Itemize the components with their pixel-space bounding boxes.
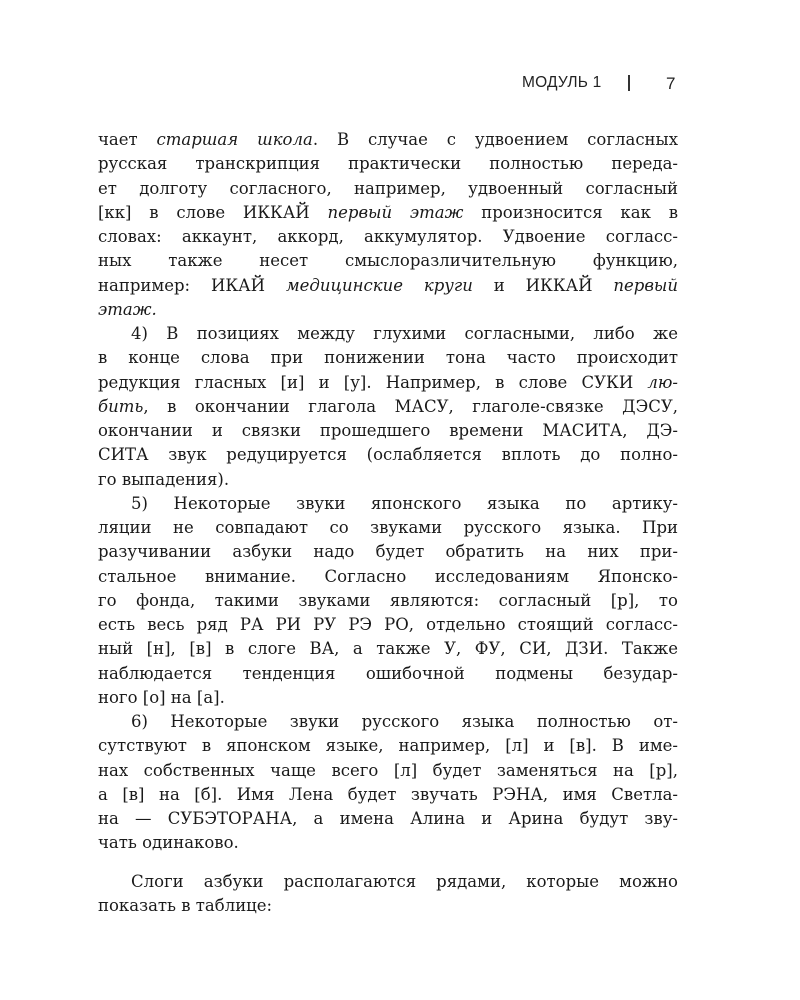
text-span: например: ИКАЙ [98,275,286,295]
text-line: есть весь ряд РА РИ РУ РЭ РО, отдельно стоящий согласс- [98,615,678,634]
text-line: показать в таблице: [98,895,273,915]
text-line: разучивании азбуки надо будет обратить на них при- [98,542,678,562]
text-line: стальное внимание. Согласно исследованиям Японско- [98,566,678,586]
text-line: словах: аккаунт, аккорд, аккумулятор. Удвоение согласс- [98,227,678,246]
italic-term: этаж. [98,299,157,319]
text-span: , в окончании глагола МАСУ, глаголе-связке ДЭСУ, [143,396,678,416]
text-line: ет долготу согласного, например, удвоенный согласный [98,178,678,198]
text-span: [кк] в слове ИККАЙ [98,202,328,222]
module-label: МОДУЛЬ 1 [522,74,602,91]
text-line [98,395,678,419]
text-span: и ИККАЙ [472,275,614,295]
text-line: сутствуют в японском языке, например, [л] и [в]. В име- [98,736,678,756]
running-header [522,74,682,96]
text-line [98,371,678,395]
paragraph-5-start: 5) Некоторые звуки японского языка по артику- [131,493,678,513]
text-line: нах собственных чаще всего [л] будет заменяться на [р], [98,760,678,780]
text-line: чать одинаково. [98,833,239,853]
text-line [98,128,678,152]
text-line: ляции не совпадают со звуками русского языка. При [98,518,678,537]
text-span: чает [98,130,157,149]
text-line [98,201,678,225]
text-line: а [в] на [б]. Имя Лена будет звучать РЭНА, имя Светла- [98,784,678,804]
text-line: СИТА звук редуцируется (ослабляется вплоть до полно- [98,445,678,465]
italic-term: первый [613,275,678,295]
text-line: окончании и связки прошедшего времени МАСИТА, ДЭ- [98,421,678,440]
text-span: редукция гласных [и] и [у]. Например, в слове СУКИ [98,372,648,392]
italic-term: медицинские круги [285,275,473,295]
paragraph-4-start: 4) В позициях между глухими согласными, либо же [131,324,678,343]
paragraph-6-start: 6) Некоторые звуки русского языка полностью от- [131,712,678,731]
italic-term: первый этаж [327,202,464,222]
text-line: русская транскрипция практически полностью переда- [98,154,678,174]
text-line: го фонда, такими звуками являются: согласный [р], то [98,590,678,610]
text-line [98,274,678,298]
page-number: 7 [666,74,676,93]
header-separator [628,75,630,91]
text-span: . В случае с удвоением согласных [312,130,678,149]
paragraph-7-start: Слоги азбуки располагаются рядами, которые можно [131,871,678,891]
italic-term: бить [98,396,144,416]
body-text [98,128,678,918]
text-line: в конце слова при понижении тона часто происходит [98,348,678,368]
text-span: произносится как в [463,202,678,222]
text-line: наблюдается тенденция ошибочной подмены безудар- [98,663,678,683]
italic-term: лю- [647,372,678,392]
text-line: ных также несет смыслоразличительную функцию, [98,251,678,271]
text-line: ного [о] на [а]. [98,687,225,707]
text-line: го выпадения). [98,469,230,489]
text-line: на — СУБЭТОРАНА, а имена Алина и Арина будут зву- [98,809,678,828]
text-line: ный [н], [в] в слоге ВА, а также У, ФУ, СИ, ДЗИ. Также [98,639,678,659]
text-line [98,298,678,322]
italic-term: старшая школа [156,130,313,149]
